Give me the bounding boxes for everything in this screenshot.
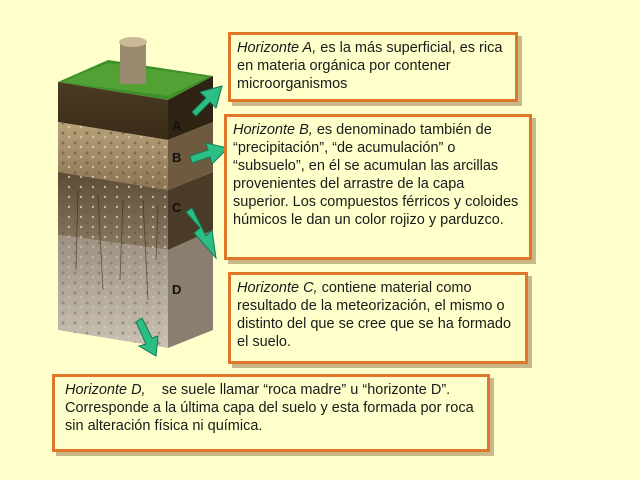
soil-profile-illustration [48,30,218,350]
label-d: D [172,282,182,297]
horizon-a-box [228,32,518,102]
horizon-a-text: es la más superficial, es rica en materia orgánica por contener microorganismos [237,40,503,92]
horizon-b-box [224,114,532,260]
horizon-b-text: es denominado también de “precipitación”, “de acumulación” o “subsuelo”, en él se acumulan las arcillas provenientes del arrastre de la capa superior. Los compuestos férricos y coloides húmicos le dan un color rojizo y parduzco. [233,122,519,228]
horizon-c-name: Horizonte C, [237,280,318,296]
horizon-c-text: contiene material como resultado de la meteorización, el mismo o distinto del que se cree que se ha formado el suelo. [237,280,512,350]
horizon-d-box [52,374,490,452]
horizon-c-box [228,272,528,364]
label-b: B [172,150,182,165]
horizon-a-name: Horizonte A, [237,40,317,56]
label-c: C [172,200,182,215]
horizon-d-name: Horizonte D, [65,382,146,398]
horizon-b-name: Horizonte B, [233,122,313,138]
horizon-d-text: se suele llamar “roca madre” u “horizonte D”. Corresponde a la última capa del suelo y esta formada por roca sin alteración física ni química. [65,382,478,434]
label-a: A [172,118,182,133]
